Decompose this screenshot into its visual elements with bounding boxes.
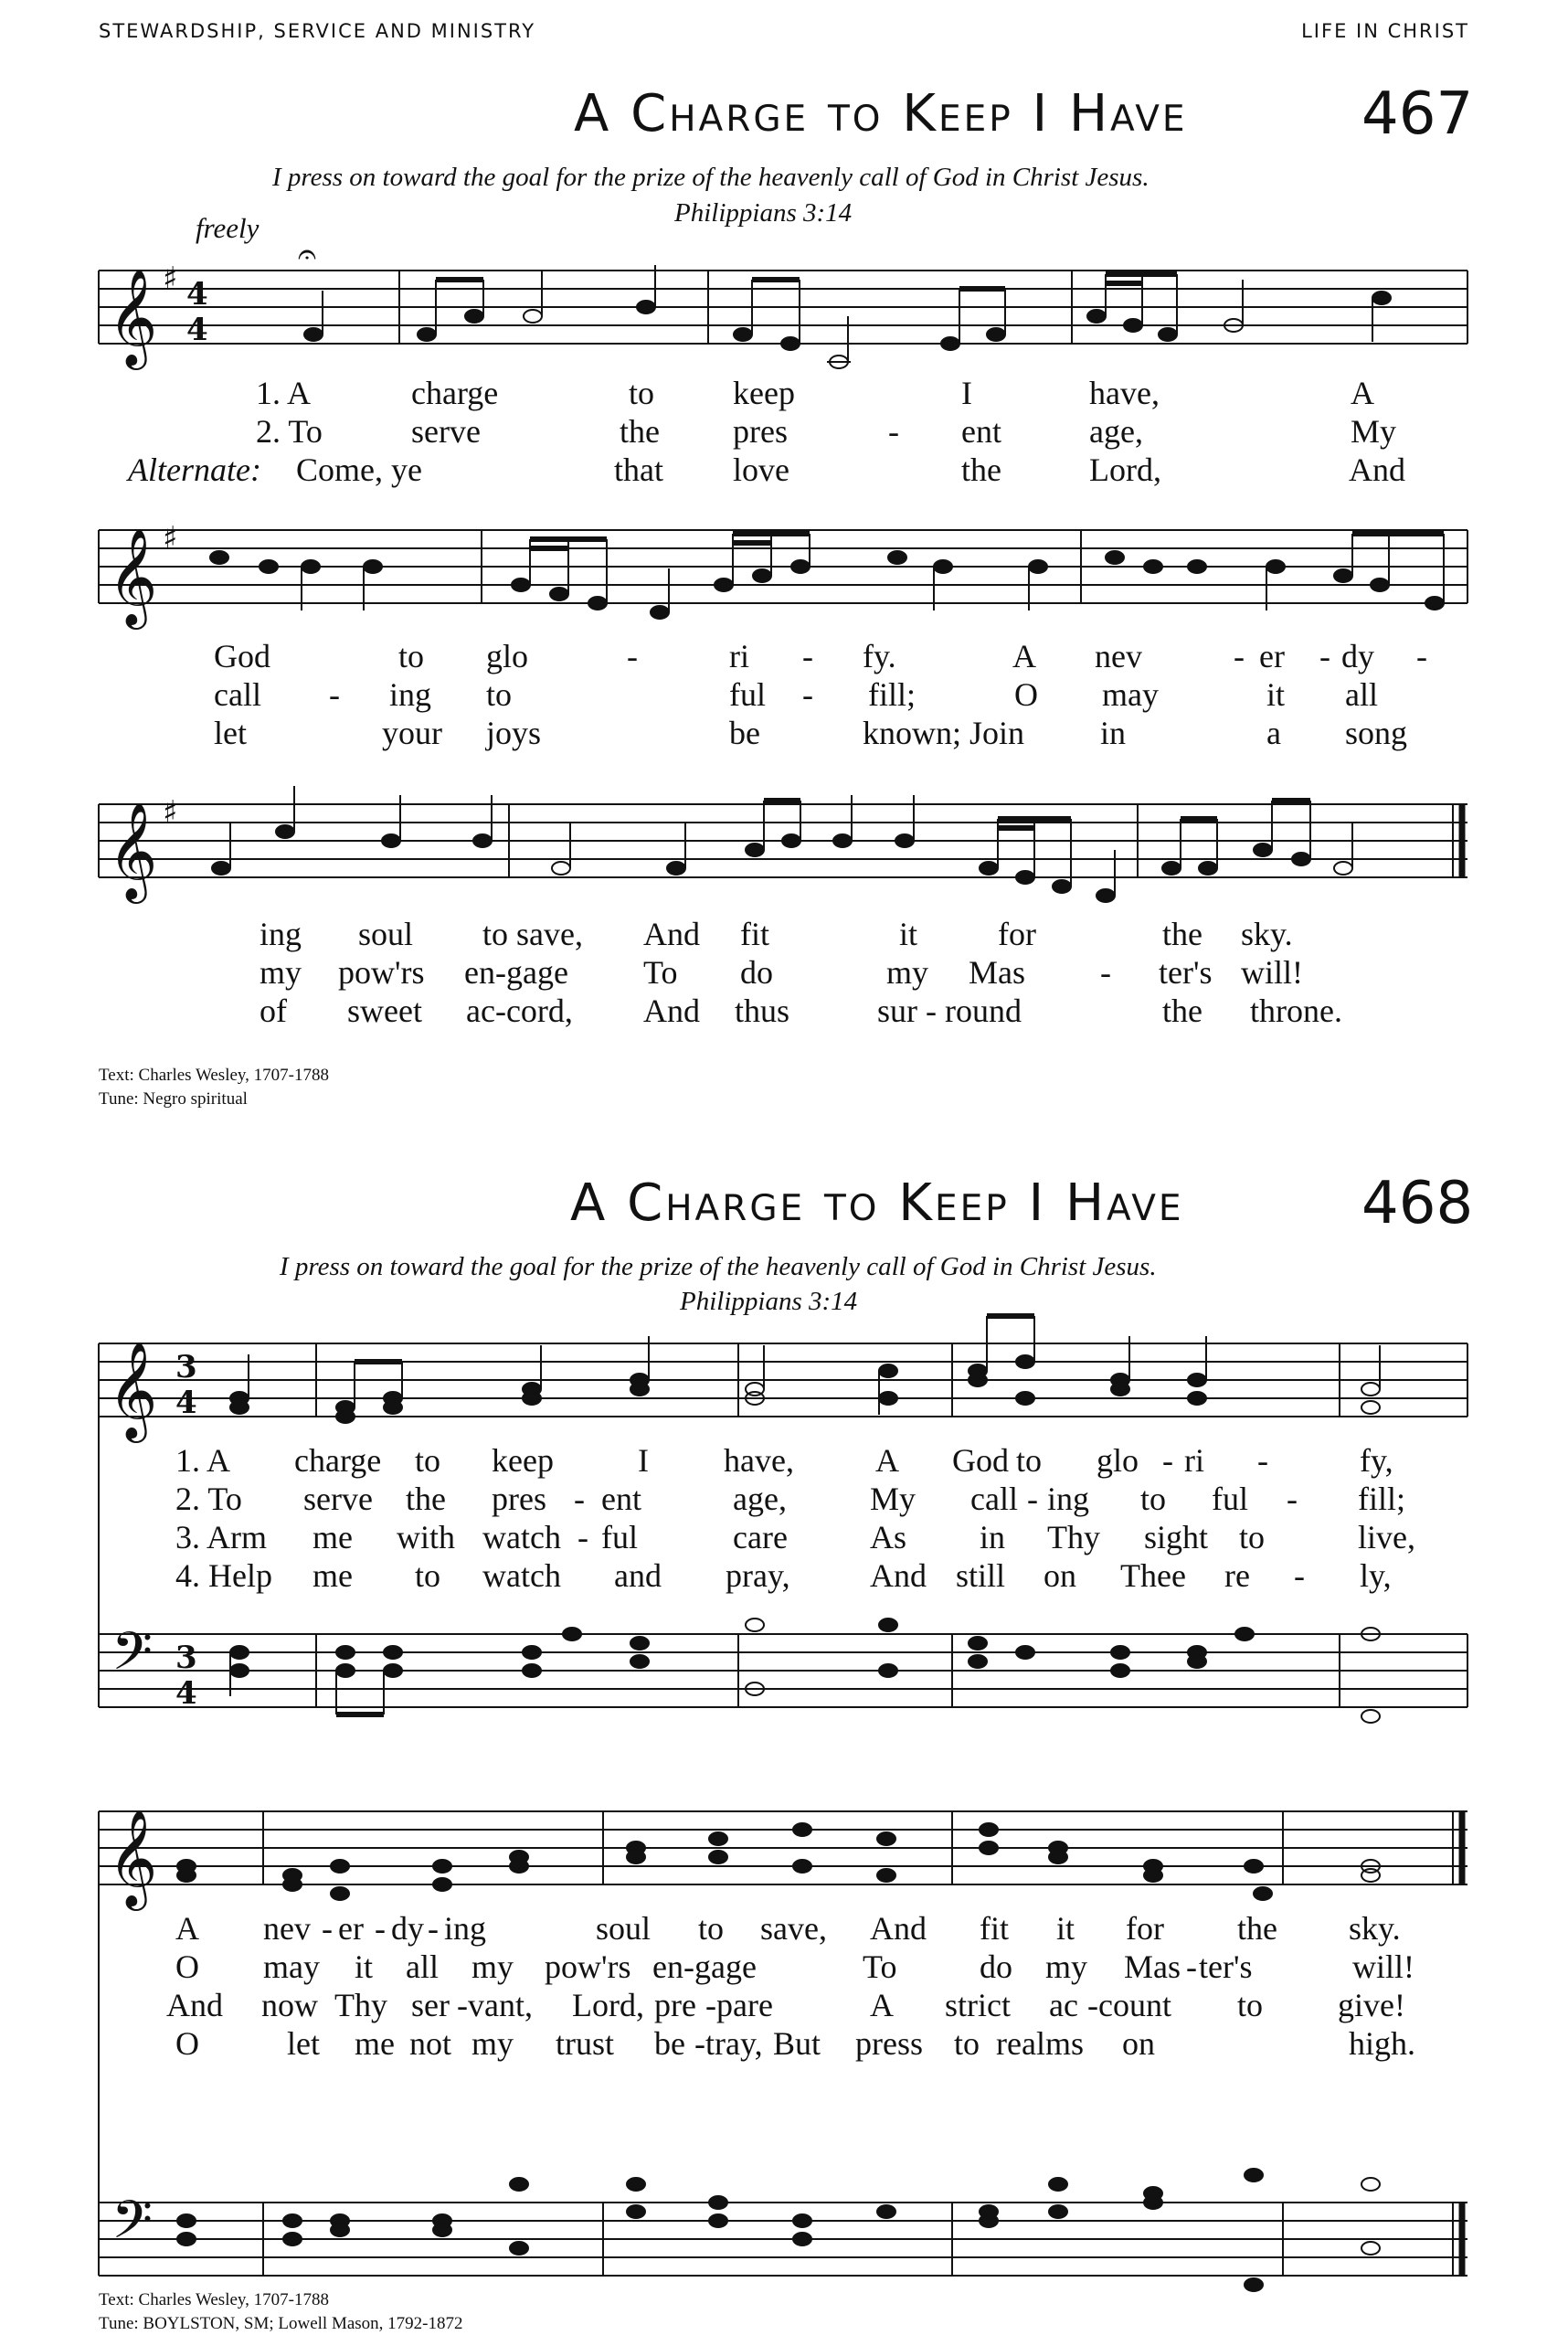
svg-text:3: 3	[175, 1349, 197, 1385]
sharp-icon: ♯	[163, 794, 178, 831]
epigraph: I press on toward the goal for the prize of the heavenly call of God in Christ Jesus.	[272, 163, 1150, 192]
hymn-number: 468	[1361, 1170, 1474, 1237]
bass-clef-icon: 𝄢	[111, 2189, 154, 2264]
section-heading: STEWARDSHIP, SERVICE AND MINISTRY	[99, 20, 536, 42]
text-credit: Text: Charles Wesley, 1707-1788	[99, 1066, 330, 1085]
tune-credit: Tune: BOYLSTON, SM; Lowell Mason, 1792-1872	[99, 2314, 463, 2333]
sharp-icon: ♯	[163, 520, 178, 557]
fermata-icon: 𝄐	[298, 236, 317, 273]
hymn-title: A Charge to Keep I Have	[570, 1173, 1184, 1233]
treble-clef-icon: 𝄞	[108, 527, 158, 625]
svg-text:4: 4	[175, 1385, 197, 1421]
bass-clef-icon: 𝄢	[111, 1620, 154, 1695]
epigraph: I press on toward the goal for the prize of the heavenly call of God in Christ Jesus.	[280, 1252, 1157, 1281]
scripture-reference: Philippians 3:14	[680, 1287, 858, 1316]
hymn-title: A Charge to Keep I Have	[574, 84, 1188, 143]
treble-clef-icon: 𝄞	[108, 1341, 158, 1438]
sharp-icon: ♯	[163, 260, 178, 297]
category-heading: LIFE IN CHRIST	[1301, 20, 1469, 42]
hymn-number: 467	[1361, 80, 1474, 148]
text-credit: Text: Charles Wesley, 1707-1788	[99, 2290, 330, 2309]
svg-text:4: 4	[186, 312, 208, 348]
svg-text:4: 4	[175, 1675, 197, 1712]
tune-credit: Tune: Negro spiritual	[99, 1089, 248, 1109]
treble-clef-icon: 𝄞	[108, 801, 158, 899]
svg-text:3: 3	[175, 1640, 197, 1676]
tempo-marking: freely	[196, 212, 260, 244]
treble-clef-icon: 𝄞	[108, 1809, 158, 1906]
scripture-reference: Philippians 3:14	[674, 198, 853, 228]
svg-text:4: 4	[186, 276, 208, 313]
treble-clef-icon: 𝄞	[108, 268, 158, 366]
